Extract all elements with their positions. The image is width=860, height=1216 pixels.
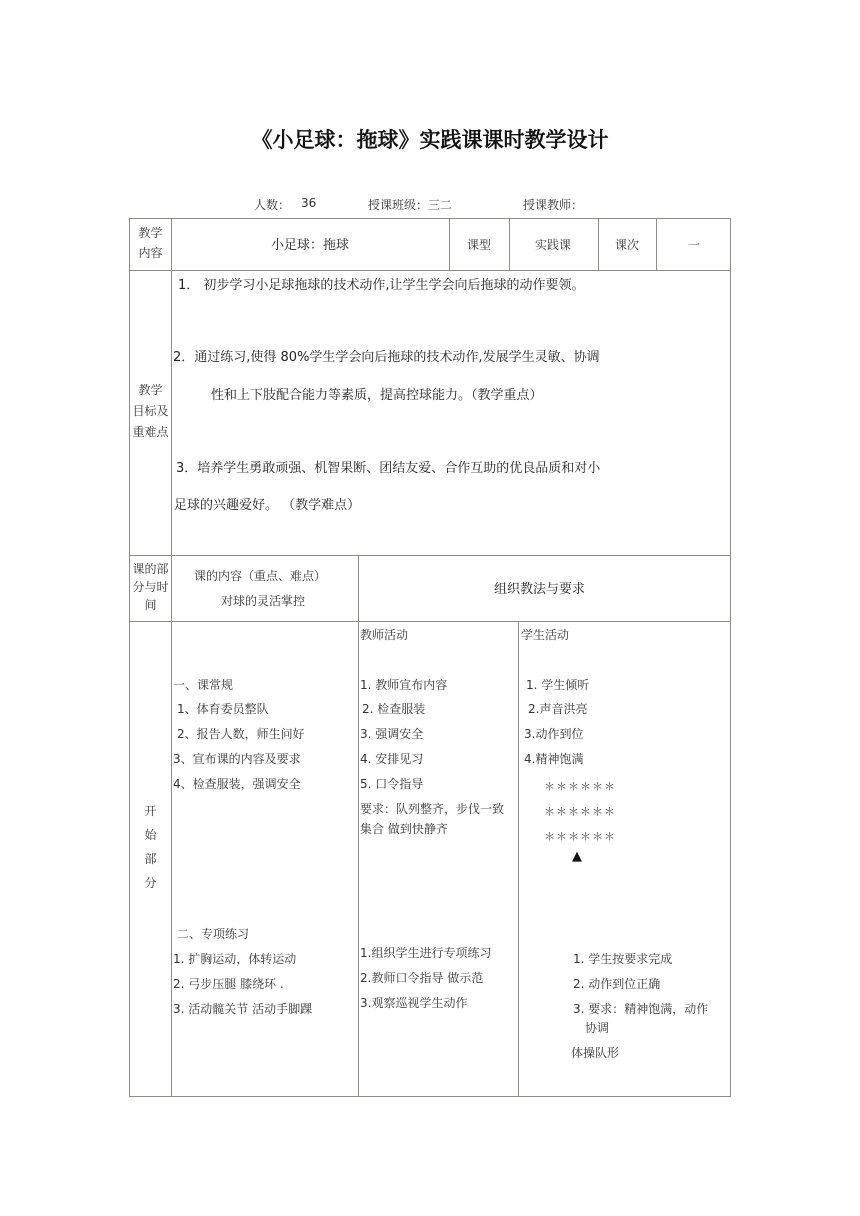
student-activity-heading: 学生活动: [521, 628, 570, 642]
student-activity-item: 3.动作到位: [524, 727, 584, 741]
practice-item: 2. 弓步压腿 膝绕环 .: [173, 977, 284, 991]
student-activity-item: 1. 学生倾听: [526, 678, 590, 692]
teacher-activity-item: 2. 检查服装: [362, 702, 426, 716]
formation-row: ＊＊＊＊＊＊: [544, 830, 616, 843]
teacher-activity-heading: 教师活动: [360, 628, 409, 642]
student-activity-item: 2.声音洪亮: [528, 702, 588, 716]
formation-diagram: [544, 774, 616, 849]
routine-item: 4、检查服装，强调安全: [173, 777, 301, 791]
lesson-number-label: 课次: [615, 238, 640, 252]
student-activity-item: 4.精神饱满: [524, 752, 584, 766]
teaching-content-value: 小足球：拖球: [271, 238, 350, 253]
teacher-practice-item: 1.组织学生进行专项练习: [360, 946, 492, 960]
lesson-type-value: 实践课: [535, 238, 572, 252]
lesson-content-heading: 课的内容（重点、难点）: [194, 569, 327, 583]
student-count-label: 人数：: [254, 198, 291, 212]
teacher-activity-item: 3. 强调安全: [360, 727, 424, 741]
objective-3-line-2: 足球的兴趣爱好。 （教学难点）: [174, 498, 361, 513]
lesson-content-focus: 对球的灵活掌控: [221, 594, 306, 608]
teacher-position-marker: ▲: [572, 849, 582, 864]
practice-item: 3. 活动髋关节 活动手脚踝: [173, 1002, 313, 1016]
objective-2-line-2: 性和上下肢配合能力等素质，提高控球能力。（教学重点）: [211, 388, 543, 403]
teacher-practice-item: 2.教师口令指导 做示范: [360, 971, 484, 985]
objective-1: 1． 初步学习小足球拖球的技术动作,让学生学会向后拖球的动作要领。: [178, 278, 585, 293]
objective-2-line-1: 2．通过练习,使得 80%学生学会向后拖球的技术动作,发展学生灵敏、协调: [173, 350, 600, 365]
student-practice-requirement-line-1: 3. 要求：精神饱满，动作: [573, 1002, 709, 1016]
routine-section-title: 一、课常规: [173, 678, 234, 692]
routine-item: 3、宣布课的内容及要求: [173, 752, 301, 766]
objectives-label: 教学 目标及 重难点: [132, 383, 169, 439]
formation-row: ＊＊＊＊＊＊: [544, 805, 616, 818]
lesson-type-label: 课型: [467, 238, 492, 252]
teacher-activity-item: 5. 口令指导: [360, 777, 424, 791]
formation-row: ＊＊＊＊＊＊: [544, 780, 616, 793]
teaching-content-label: 教学 内容: [138, 226, 163, 260]
special-practice-title: 二、专项练习: [177, 927, 250, 941]
routine-item: 2、报告人数，师生问好: [177, 727, 305, 741]
drill-formation-label: 体操队形: [571, 1046, 620, 1060]
page-title: 《小足球：拖球》实践课课时教学设计: [251, 128, 609, 152]
student-practice-requirement-line-2: 协调: [585, 1021, 610, 1035]
organization-methods-heading: 组织教法与要求: [494, 582, 586, 597]
teacher-requirement-line-2: 集合 做到快静齐: [360, 822, 448, 836]
lesson-part-time-label: 课的部 分与时 间: [132, 562, 169, 612]
class-label: 授课班级：三二: [368, 198, 453, 212]
objective-3-line-1: 3．培养学生勇敢顽强、机智果断、团结友爱、合作互助的优良品质和对小: [176, 461, 601, 476]
start-part-label: 开 始 部 分: [144, 804, 157, 890]
practice-item: 1. 扩胸运动，体转运动: [173, 952, 297, 966]
student-practice-item: 1. 学生按要求完成: [573, 952, 673, 966]
teacher-requirement-line-1: 要求：队列整齐，步伐一致: [360, 802, 505, 816]
lesson-number-value: 一: [688, 238, 701, 252]
student-count-value: 36: [301, 196, 317, 210]
routine-item: 1、体育委员整队: [177, 702, 269, 716]
teacher-activity-item: 4. 安排见习: [360, 752, 424, 766]
student-practice-item: 2. 动作到位正确: [573, 977, 661, 991]
teacher-practice-item: 3.观察巡视学生动作: [360, 996, 468, 1010]
teacher-activity-item: 1. 教师宣布内容: [360, 678, 448, 692]
teacher-label: 授课教师：: [523, 198, 584, 212]
